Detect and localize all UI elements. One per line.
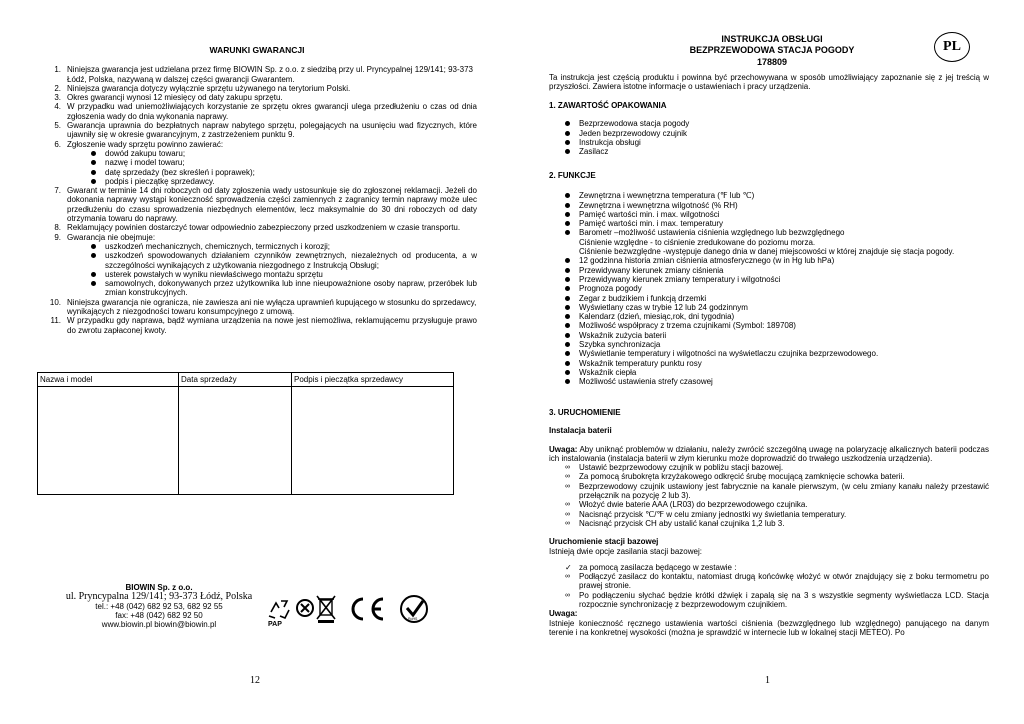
manual-subtitle: BEZPRZEWODOWA STACJA POGODY: [689, 45, 855, 55]
list-item: Szybka synchronizacja: [561, 340, 989, 349]
model-number: 178809: [756, 57, 788, 67]
list-item: ∞ Po podłączeniu słychać będzie krótki dźwięk i zapalą się na 3 s wszystkie segmenty wyświetlacza LCD. Stacja rozpocznie synchronizację z bezprzewodowym czujnikiem.: [549, 591, 989, 610]
language-badge: PL: [934, 32, 970, 62]
table-cell-model: [38, 387, 179, 495]
list-item: Możliwość ustawienia strefy czasowej: [561, 377, 989, 386]
base-station-intro: Istnieją dwie opcje zasilania stacji bazowej:: [549, 546, 702, 556]
list-item: Pamięć wartości min. i max. temperatury: [561, 219, 989, 228]
item6-bullets: [87, 149, 477, 186]
rohs-check-icon: [401, 596, 427, 622]
section-title-contents: 1. ZAWARTOŚĆ OPAKOWANIA: [549, 101, 667, 110]
weee-bin-icon: [317, 596, 335, 623]
battery-warning: Uwaga: Aby uniknąć problemów w działaniu, należy zwrócić szczególną uwagę na polaryzację alkalicznych baterii podczas ich instalowania (instalacja baterii w złym kierunku może doprowadzić do trwałego uszkodzenia urządzenia).: [549, 444, 989, 463]
list-item: Zasilacz: [561, 147, 989, 156]
list-item: Jeden bezprzewodowy czujnik: [561, 129, 989, 138]
recycling-pap-icon: [268, 601, 289, 628]
list-item: ∞ Nacisnąć przycisk ℃/℉ w celu zmiany jednostki wy świetlania temperatury.: [549, 510, 989, 519]
list-item: nazwę i model towaru;: [87, 158, 477, 167]
warranty-item: 6. Zgłoszenie wady sprzętu powinno zawierać: dowód zakupu towaru; nazwę i model towaru; datę sprzedaży (bez skreśleń i poprawek); podpis i pieczątkę sprzedawcy.: [37, 140, 477, 186]
warranty-item: 9. Gwarancja nie obejmuje: uszkodzeń mechanicznych, chemicznych, termicznych i korozji; uszkodzeń spowodowanych działaniem czynników zewnętrznych, niezależnych od producenta, a w szczególności wynikających z użytkowania niezgodnego z Instrukcją Obsługi; usterek powstałych w wyniku niewłaściwego montażu sprzętu samowolnych, dokonywanych przez użytkownika lub inne nieupoważnione osoby napraw, przeróbek lub zmian konstrukcyjnych.: [54, 232, 477, 298]
list-item: Przewidywany kierunek zmiany temperatury i wilgotności: [561, 275, 989, 284]
intro-text: Ta instrukcja jest częścią produktu i powinna być przechowywana w sposób umożliwiający zapoznanie się z jej treścią w przyszłości. Zawiera istotne informacje o ustawieniach i pracy urządzenia.: [549, 73, 989, 92]
company-info: [61, 583, 257, 629]
list-item: ∞ Podłączyć zasilacz do kontaktu, natomiast drugą końcówkę włożyć w otwór znajdujący się z boku termometru po prawej stronie.: [549, 572, 989, 591]
svg-text:RoHS: RoHS: [408, 617, 418, 621]
list-item: Wskaźnik ciepła: [561, 368, 989, 377]
list-item: dowód zakupu towaru;: [87, 149, 477, 158]
item9-bullets: [87, 242, 477, 298]
base-station-title: Uruchomienie stacji bazowej: [549, 537, 659, 547]
section-title-functions: 2. FUNKCJE: [549, 171, 596, 180]
list-item: Pamięć wartości min. i max. wilgotności: [561, 210, 989, 219]
list-item: Barometr –możliwość ustawienia ciśnienia względnego lub bezwzględnego Ciśnienie względne - to ciśnienie zredukowane do poziomu morza. Ciśnienie bezwzględne -występuje danego dnia w danej miejscowości w której znajduje się stacja pogody.: [561, 228, 989, 256]
company-web: www.biowin.pl biowin@biowin.pl: [101, 620, 217, 630]
table-header-signature: Podpis i pieczątka sprzedawcy: [292, 373, 454, 387]
page-number-right: 1: [765, 675, 770, 686]
list-item: datę sprzedaży (bez skreśleń i poprawek);: [87, 168, 477, 177]
list-item: ∞ Nacisnąć przycisk CH aby ustalić kanał czujnika 1,2 lub 3.: [549, 519, 989, 528]
list-item: Wyświetlany czas w trybie 12 lub 24 godzinnym: [561, 303, 989, 312]
section-title-startup: 3. URUCHOMIENIE: [549, 408, 621, 417]
warranty-item: 3. Okres gwarancji wynosi 12 miesięcy od daty zakupu sprzętu.: [54, 93, 283, 103]
list-item: Przewidywany kierunek zmiany ciśnienia: [561, 266, 989, 275]
warranty-item: 7. Gwarant w terminie 14 dni roboczych od daty zgłoszenia wady ustosunkuje się do zgłoszonej reklamacji. Jeżeli do dokonania naprawy wystąpi konieczność sprowadzenia części zamiennych z zagranicy termin naprawy może ulec przedłużeniu do czasu sprowadzenia niezbędnych elementów, lecz maksymalnie do 30 dni roboczych od daty otrzymania towaru do naprawy.: [54, 186, 477, 224]
list-item: uszkodzeń mechanicznych, chemicznych, termicznych i korozji;: [87, 242, 477, 251]
warranty-item: 2. Niniejsza gwarancja dotyczy wyłącznie sprzętu używanego na terytorium Polski.: [54, 83, 351, 93]
warranty-item: 10. Niniejsza gwarancja nie ogranicza, nie zawiesza ani nie wyłącza uprawnień kupującego w stosunku do sprzedawcy, wynikających z niezgodności towaru konsumpcyjnego z umową.: [49, 297, 477, 317]
list-item: 12 godzinna historia zmian ciśnienia atmosferycznego (w in Hg lub hPa): [561, 256, 989, 265]
list-item: ∞ Bezprzewodowy czujnik ustawiony jest fabrycznie na kanale pierwszym, (w celu zmiany kanału należy przestawić przełącznik na pozycję 2 lub 3).: [549, 482, 989, 501]
page-number-left: 12: [250, 675, 260, 686]
company-name: BIOWIN Sp. z o.o.: [125, 583, 193, 592]
list-item: Prognoza pogody: [561, 284, 989, 293]
startup-section: [549, 408, 989, 637]
list-item: Wskaźnik temperatury punktu rosy: [561, 359, 989, 368]
warning-label: Uwaga:: [549, 444, 578, 454]
list-item: uszkodzeń spowodowanych działaniem czynników zewnętrznych, niezależnych od producenta, a w szczególności wynikających z użytkowania niezgodnego z Instrukcją Obsługi;: [87, 251, 477, 270]
list-item: ✓ za pomocą zasilacza będącego w zestawie :: [549, 563, 989, 572]
list-item: usterek powstałych w wyniku niewłaściwego montażu sprzętu: [87, 270, 477, 279]
warranty-item: 1. Niniejsza gwarancja jest udzielana przez firmę BIOWIN Sp. z o.o. z siedzibą przy ul. Pryncypalnej 129/141; 93-373 Łódź, Polska, nazywaną w dalszej części gwarancji Gwarantem.: [54, 65, 473, 84]
battery-install-title: Instalacja baterii: [549, 426, 612, 436]
functions-section: [549, 171, 989, 387]
right-page: [512, 0, 1024, 724]
list-item: Wyświetlanie temperatury i wilgotności na wyświetlaczu czujnika bezprzewodowego.: [561, 349, 989, 358]
company-tel: tel.: +48 (042) 682 92 53, 682 92 55: [95, 601, 223, 611]
pressure-warning: Istnieje konieczność ręcznego ustawienia wartości ciśnienia (bezwzględnego lub względnego) panującego na danym terenie i na konkretnej wysokości (można je sprawdzić w internecie lub w lokalnej stacji METEO). Po: [549, 618, 989, 637]
svg-text:PAP: PAP: [268, 621, 282, 628]
warranty-section: [37, 46, 477, 335]
table-header-model: Nazwa i model: [38, 373, 179, 387]
ce-mark-icon: [353, 599, 383, 619]
table-header-date: Data sprzedaży: [179, 373, 292, 387]
list-item: ∞ Włożyć dwie baterie AAA (LR03) do bezprzewodowego czujnika.: [549, 500, 989, 509]
company-address: ul. Pryncypalna 129/141; 93-373 Łódź, Polska: [65, 591, 253, 603]
list-item: ∞ Za pomocą śrubokręta krzyżakowego odkręcić śrubę mocującą zamknięcie schowka baterii.: [549, 472, 989, 481]
barometer-absolute-note: Ciśnienie bezwzględne -występuje danego dnia w danej miejscowości w której znajduje się stacja pogody.: [579, 247, 955, 257]
list-item: Kalendarz (dzień, miesiąc,rok, dni tygodnia): [561, 312, 989, 321]
list-item: samowolnych, dokonywanych przez użytkownika lub inne nieupoważnione osoby napraw, przeróbek lub zmian konstrukcyjnych.: [87, 279, 477, 298]
contents-section: [549, 101, 989, 156]
manual-title: INSTRUKCJA OBSŁUGI: [721, 34, 823, 44]
warranty-item: 4. W przypadku wad uniemożliwiających korzystanie ze sprzętu okres gwarancji ulega przedłużeniu o czas od dnia zgłoszenia wady do dnia wykonania naprawy.: [54, 102, 477, 121]
list-item: Zegar z budzikiem i funkcją drzemki: [561, 294, 989, 303]
contents-list: [561, 119, 989, 156]
list-item: Instrukcja obsługi: [561, 138, 989, 147]
warranty-table: [37, 372, 454, 495]
base-station-steps: [549, 563, 989, 609]
sorting-recycle-icon: [297, 600, 313, 616]
certification-icons: [265, 592, 435, 630]
list-item: Możliwość współpracy z trzema czujnikami (Symbol: 189708): [561, 321, 989, 330]
list-item: Bezprzewodowa stacja pogody: [561, 119, 989, 128]
list-item: Zewnętrzna i wewnętrzna temperatura (℉ lub ℃): [561, 191, 989, 200]
warranty-item: 11. W przypadku gdy naprawa, bądź wymiana urządzenia na nowe jest niemożliwa, reklamującemu przysługuje prawo do zwrotu zapłaconej kwoty.: [50, 316, 477, 335]
warning-label-2: Uwaga:: [549, 609, 578, 619]
list-item: podpis i pieczątkę sprzedawcy.: [87, 177, 477, 186]
barometer-relative-note: Ciśnienie względne - to ciśnienie zredukowane do poziomu morza.: [579, 237, 816, 247]
warranty-list: [37, 65, 477, 335]
list-item: ∞ Ustawić bezprzewodowy czujnik w pobliżu stacji bazowej.: [549, 463, 989, 472]
table-cell-date: [179, 387, 292, 495]
list-item: Wskaźnik zużycia baterii: [561, 331, 989, 340]
list-item: Zewnętrzna i wewnętrzna wilgotność (% RH): [561, 201, 989, 210]
company-fax: fax: +48 (042) 682 92 50: [115, 610, 203, 620]
functions-list: [561, 191, 989, 386]
warranty-title: WARUNKI GWARANCJI: [209, 45, 305, 55]
warranty-item: 8. Reklamujący powinien dostarczyć towar odpowiednio zabezpieczony przed uszkodzeniem w czasie transportu.: [54, 223, 461, 233]
table-cell-signature: [292, 387, 454, 495]
warranty-item: 5. Gwarancja uprawnia do bezpłatnych napraw nabytego sprzętu, polegających na usunięciu wad fizycznych, które ujawniły się w okresie gwarancyjnym, z zastrzeżeniem punktu 9.: [54, 121, 477, 140]
battery-steps: [549, 463, 989, 528]
